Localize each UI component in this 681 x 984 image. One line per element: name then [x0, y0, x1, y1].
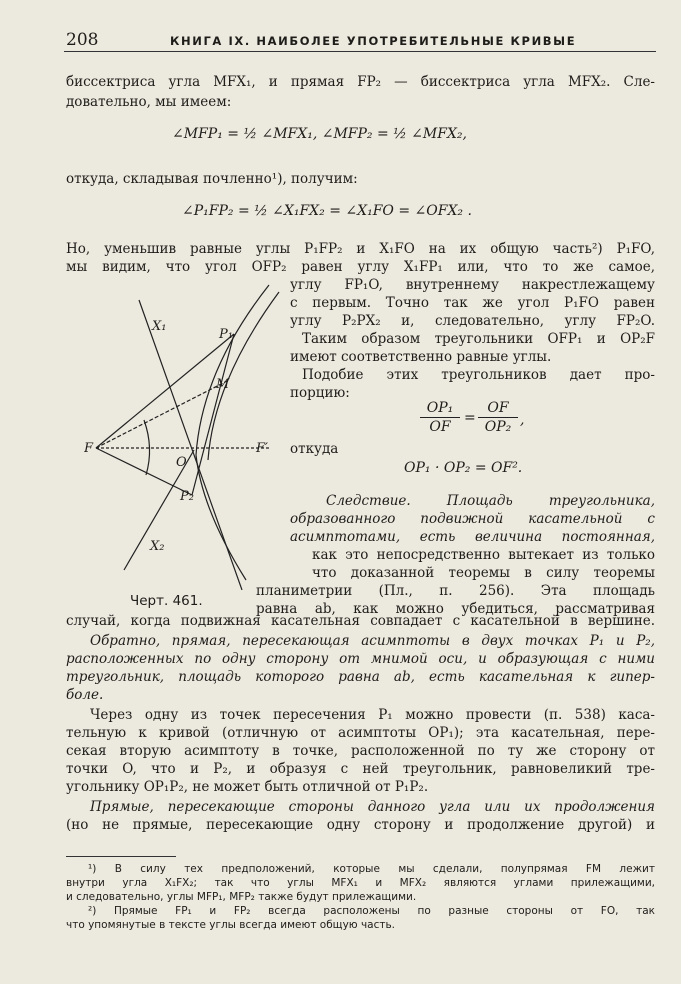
book-page: 208 КНИГА IX. НАИБОЛЕЕ УПОТРЕБИТЕЛЬНЫЕ КРИВЫЕ биссектриса угла MFX₁, и прямая FP₂ — биссектриса угла MFX₂. Сле- довательно, мы имеем: ∠MFP₁ = ½ ∠MFX₁, ∠MFP₂ = ½ ∠MFX₂, откуда, складывая почленно¹), получим: ∠P₁FP₂ = ½ ∠X₁FX₂ = ∠X₁FO = ∠OFX₂ . Но, уменьшив равные углы P₁FP₂ и X₁FO на их общую часть²) P₁FO, мы видим, что угол OFP₂ равен углу X₁FP₁ или, что то же самое, углу FP₁O, внутреннему накрестлежащему с первым. Точно так же угол P₁FO равен углу P₂PX₂ и, следовательно, углу FP₂O. Таким образом треугольники OFP₁ и OP₂F имеют соответственно равные углы. Подобие этих треугольников дает про- порцию: OP₁ OF = OF OP₂ , откуда OP₁ · OP₂ = OF². Следствие. Площадь треугольника, образованного подвижной касательной с асимптотами, есть величина постоянная, как это непосредственно вытекает из только что доказанной теоремы в силу теоремы планиметрии (Пл., п. 256). Эта площадь равна ab, как можно убедиться, рассматривая X₁ P₁ M O F F′ P₂ X₂ Черт. 461. случай, когда подвижная касательная совпадает с касательной в вершине. Обратно, прямая, пересекающая асимптоты в двух точках P₁ и P₂, расположенных по одну сторону от мнимой оси, и образующая с ними треугольник, площадь которого равна ab, есть касательная к гипер- боле. Через одну из точек пересечения P₁ можно провести (п. 538) каса- тельную к кривой (отличную от асимптоты OP₁); эта касательная, пере- секая вторую асимптоту в точке, расположенной по ту же сторону от точки O, что и P₂, и образуя с ней треугольник, равновеликий тре- угольнику OP₁P₂, не может быть отличной от P₁P₂. Прямые, пересекающие стороны данного угла или их продолжения (но не прямые, пересекающие одну сторону и продолжение другой) и ¹) В силу тех предположений, которые мы сделали, полупрямая FM лежит внутри угла X₁FX₂; так что углы MFX₁ и MFX₂ являются углами прилежащими, и следовательно, углы MFP₁, MFP₂ также будут прилежащими. ²) Прямые FP₁ и FP₂ всегда расположены по разные стороны от FO, так что упомянутые в тексте углы всегда имеют общую часть.: [66, 30, 655, 931]
text-line: случай, когда подвижная касательная совпадает с касательной в вершине.: [66, 613, 655, 629]
fraction-numerator: OF: [487, 400, 509, 416]
text-line: углу P₂PX₂ и, следовательно, углу FP₂O.: [290, 313, 655, 329]
line-fp1: [96, 334, 234, 448]
footnote-rule: [66, 856, 176, 857]
footnote-line: и следовательно, углы MFP₁, MFP₂ также будут прилежащими.: [66, 891, 417, 903]
label-f-prime: F′: [256, 441, 268, 456]
text-line: имеют соответственно равные углы.: [290, 349, 552, 365]
text-line: Но, уменьшив равные углы P₁FP₂ и X₁FO на их общую часть²) P₁FO,: [66, 241, 655, 257]
right-column-text: [290, 276, 655, 402]
text-line: Обратно, прямая, пересекающая асимптоты в двух точках P₁ и P₂,: [90, 633, 655, 649]
fraction-denominator: OF: [429, 419, 451, 435]
text-line: асимптотами, есть величина постоянная,: [290, 529, 655, 545]
text-line: треугольник, площадь которого равна ab, есть касательная к гипер-: [66, 669, 655, 685]
label-m: M: [216, 377, 230, 392]
label-f: F: [84, 441, 94, 456]
footnote-line: ²) Прямые FP₁ и FP₂ всегда расположены по разные стороны от FO, так: [88, 905, 655, 917]
corollary-text: [256, 492, 655, 618]
label-p2: P₂: [180, 489, 194, 504]
tangent-p1p2: [192, 334, 234, 495]
text-line: биссектриса угла MFX₁, и прямая FP₂ — биссектриса угла MFX₂. Сле-: [66, 74, 655, 90]
text-line: расположенных по одну сторону от мнимой оси, и образующая с ними: [66, 651, 655, 667]
text-line: угольнику OP₁P₂, не может быть отличной от P₁P₂.: [66, 779, 429, 795]
text-line: углу FP₁O, внутреннему накрестлежащему: [290, 277, 655, 293]
label-p1: P₁: [219, 327, 233, 342]
text-line: откуда, складывая почленно¹), получим:: [66, 171, 358, 187]
text-line: Следствие. Площадь треугольника,: [326, 493, 655, 509]
text-line: довательно, мы имеем:: [66, 94, 232, 110]
text-line: мы видим, что угол OFP₂ равен углу X₁FP₁ или, что то же самое,: [66, 259, 655, 275]
text-line: тельную к кривой (отличную от асимптоты OP₁); эта касательная, пере-: [66, 725, 655, 741]
formula-angles: ∠MFP₁ = ½ ∠MFX₁, ∠MFP₂ = ½ ∠MFX₂,: [172, 126, 467, 142]
text-line: откуда: [290, 441, 339, 457]
text-line: с первым. Точно так же угол P₁FO равен: [290, 295, 655, 311]
text-line: точки O, что и P₂, и образуя с ней треугольник, равновеликий тре-: [66, 761, 655, 777]
text-line: Таким образом треугольники OFP₁ и OP₂F: [302, 331, 655, 347]
footnote-line: что упомянутые в тексте углы всегда имеют общую часть.: [66, 919, 396, 931]
header-rule: [64, 51, 656, 52]
text-line: что доказанной теоремы в силу теоремы: [312, 565, 655, 581]
text-line: боле.: [66, 687, 104, 703]
text-line: планиметрии (Пл., п. 256). Эта площадь: [256, 583, 655, 599]
line-fm: [96, 380, 229, 448]
tangent-line-upper: [208, 292, 279, 460]
footnote-line: внутри угла X₁FX₂; так что углы MFX₁ и MFX₂ являются углами прилежащими,: [66, 877, 655, 889]
text-line: образованного подвижной касательной с: [290, 511, 655, 527]
text-line: (но не прямые, пересекающие одну сторону и продолжение другой) и: [66, 817, 655, 833]
text-line: как это непосредственно вытекает из только: [312, 547, 655, 563]
label-x2: X₂: [150, 539, 165, 554]
running-header: КНИГА IX. НАИБОЛЕЕ УПОТРЕБИТЕЛЬНЫЕ КРИВЫЕ: [170, 34, 577, 48]
fraction-numerator: OP₁: [426, 400, 454, 416]
formula-product: OP₁ · OP₂ = OF².: [404, 460, 523, 476]
figure-caption: Черт. 461.: [130, 593, 203, 609]
text-line: Через одну из точек пересечения P₁ можно провести (п. 538) каса-: [90, 707, 655, 723]
formula-sum: ∠P₁FP₂ = ½ ∠X₁FX₂ = ∠X₁FO = ∠OFX₂ .: [182, 203, 472, 219]
text-line: секая вторую асимптоту в точке, расположенной по ту же сторону от: [66, 743, 655, 759]
label-x1: X₁: [152, 319, 167, 334]
text-line: порцию:: [290, 385, 350, 401]
text-line: Прямые, пересекающие стороны данного угла или их продолжения: [90, 799, 655, 815]
footnote-line: ¹) В силу тех предположений, которые мы сделали, полупрямая FM лежит: [88, 863, 655, 875]
text-line: Подобие этих треугольников дает про-: [302, 367, 655, 383]
text-line: равна ab, как можно убедиться, рассматривая: [256, 601, 655, 617]
label-o: O: [176, 455, 187, 470]
hyperbola-diagram: [84, 270, 284, 590]
page-number: 208: [66, 30, 99, 50]
fraction-denominator: OP₂: [484, 419, 512, 435]
